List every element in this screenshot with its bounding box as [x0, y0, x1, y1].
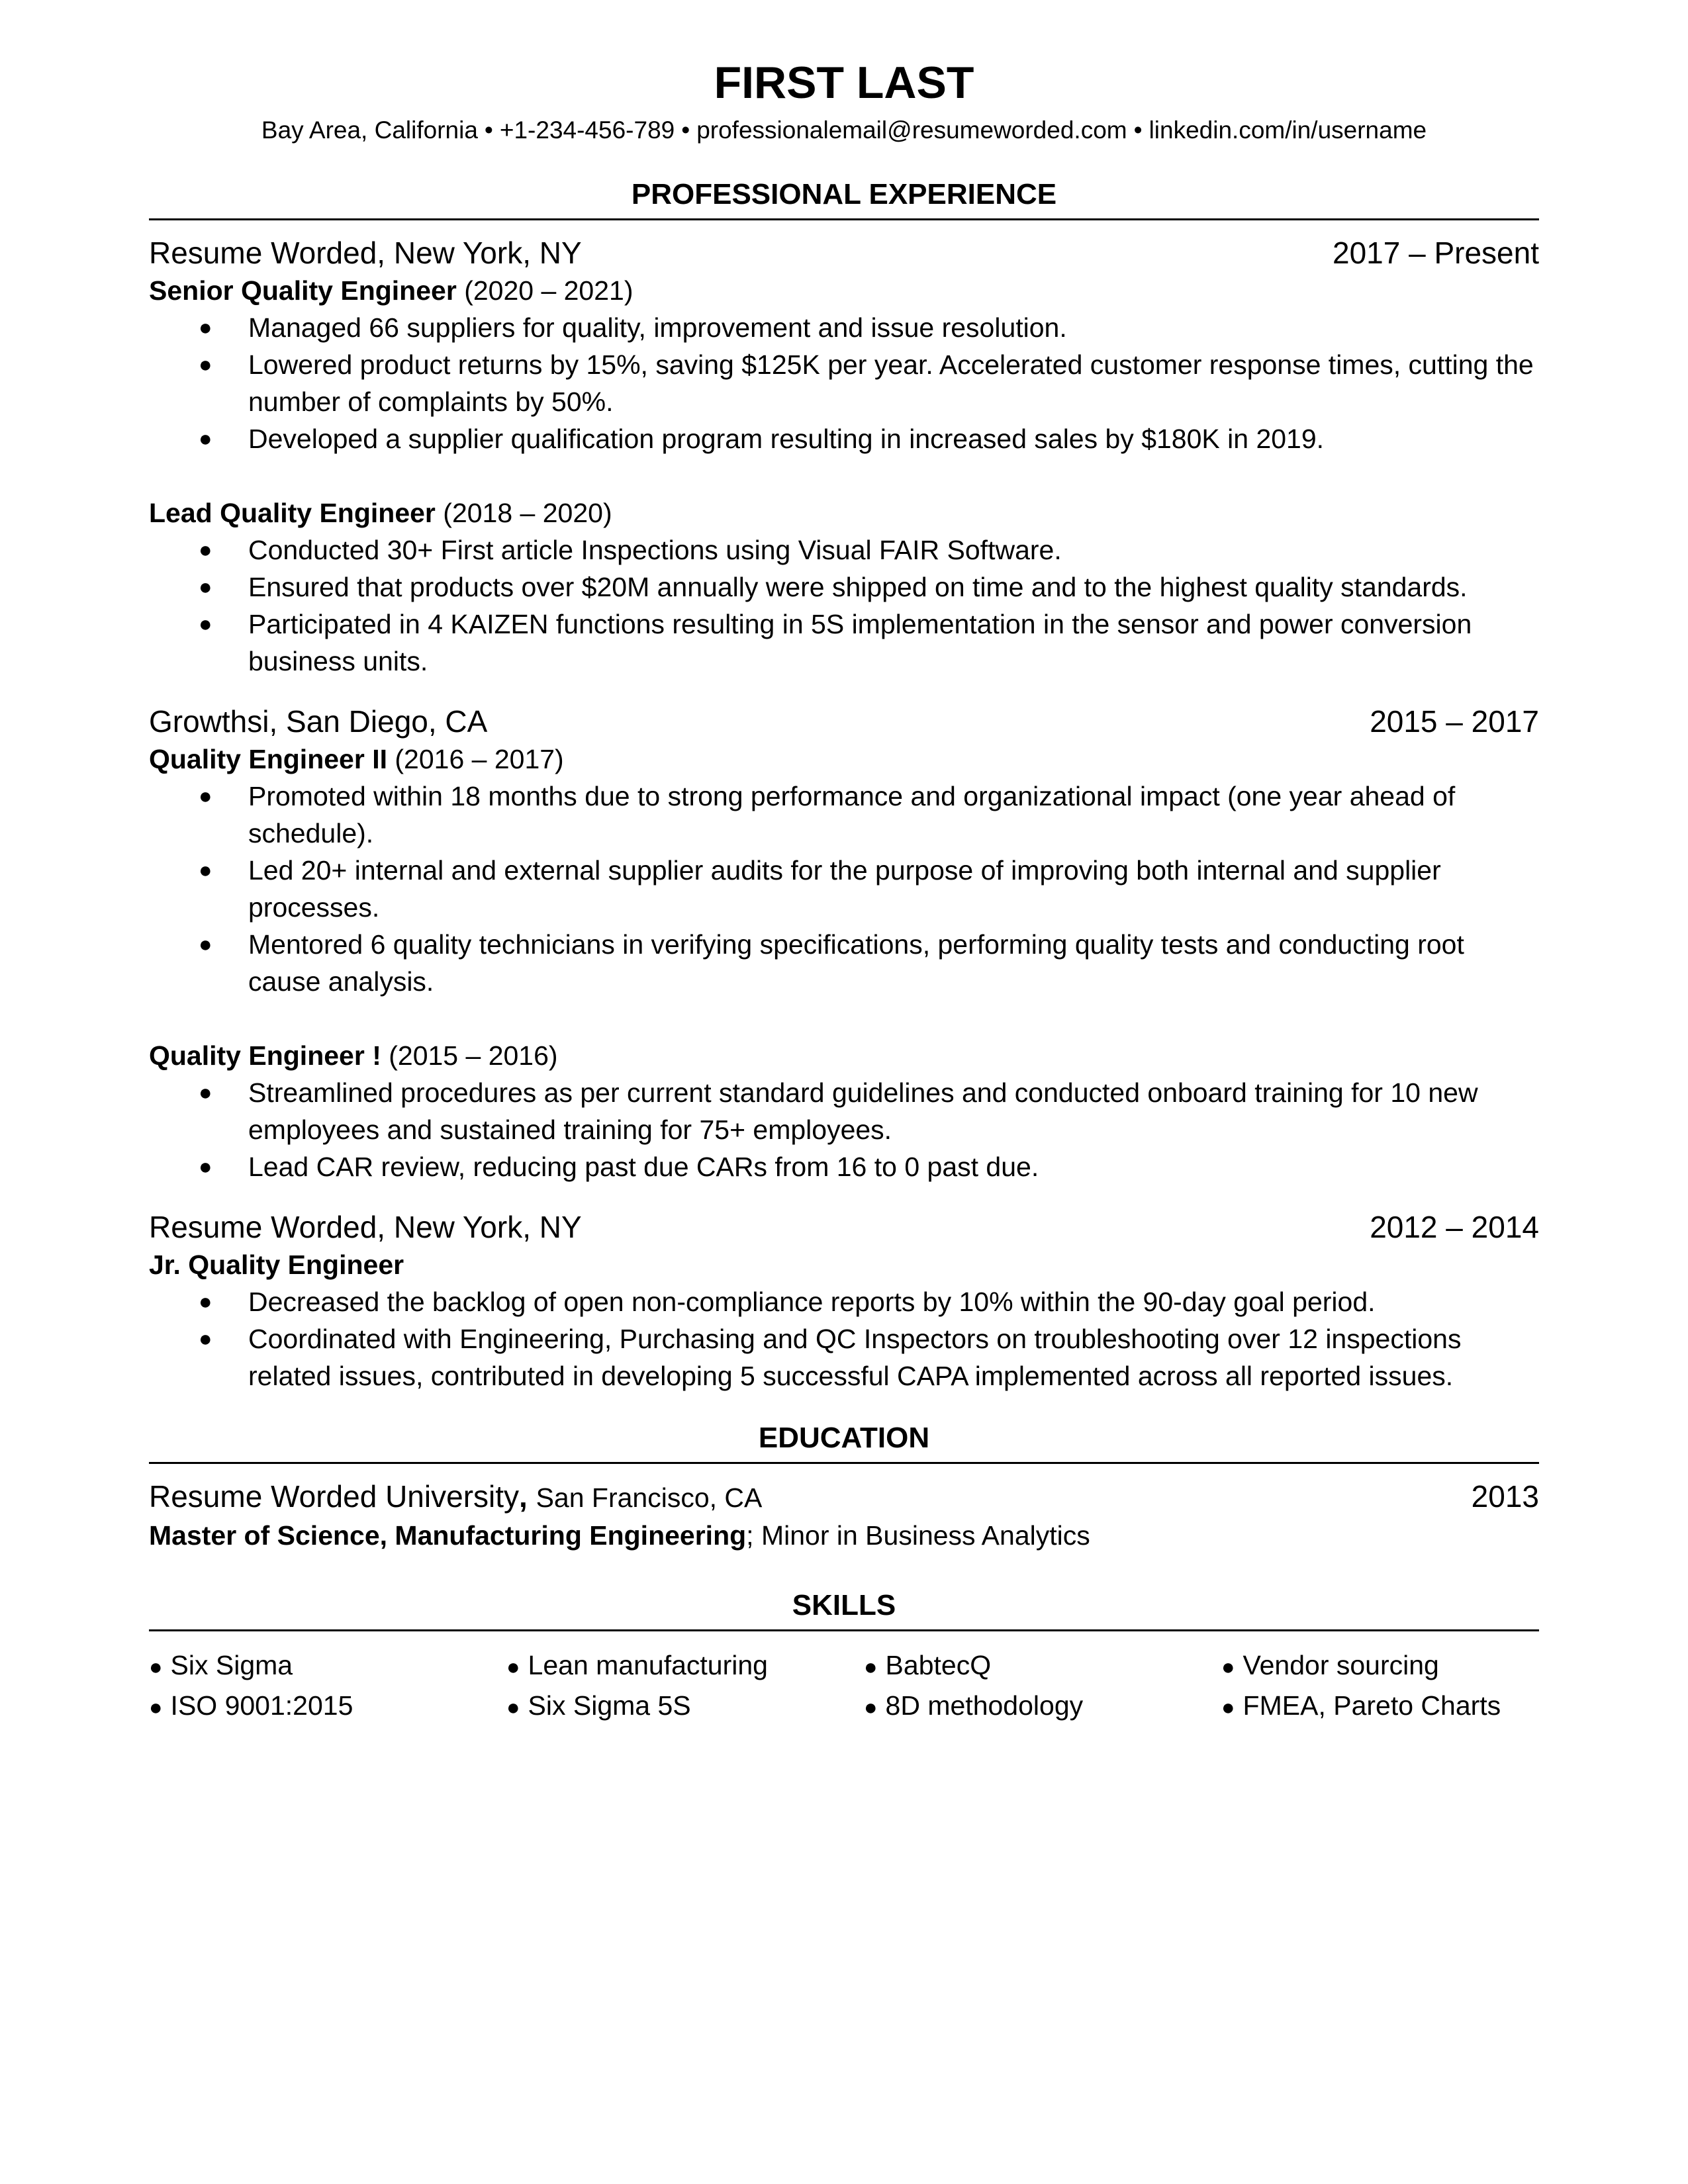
- company-header: [149, 1208, 1539, 1246]
- bullet-list: [149, 309, 1539, 457]
- bullet-text: Coordinated with Engineering, Purchasing and QC Inspectors on troubleshooting over 12 inspections related issues, contributed in developing 5 successful CAPA implemented across all reported issues.: [248, 1324, 1462, 1391]
- bullet-item: [149, 926, 1539, 1000]
- role-dates: (2020 – 2021): [464, 275, 633, 306]
- bullet-icon: ●: [199, 612, 212, 637]
- role-title: Senior Quality Engineer: [149, 275, 457, 306]
- company-name: Resume Worded, New York, NY: [149, 236, 582, 270]
- bullet-item: [149, 1148, 1539, 1185]
- role-title-line: [149, 741, 1539, 778]
- skill-text: BabtecQ: [885, 1650, 992, 1680]
- contact-linkedin[interactable]: linkedin.com/in/username: [1149, 116, 1427, 144]
- skill-text: Vendor sourcing: [1243, 1650, 1439, 1680]
- bullet-icon: ●: [506, 1695, 520, 1720]
- bullet-item: [149, 778, 1539, 852]
- bullet-icon: ●: [199, 932, 212, 957]
- bullet-icon: ●: [199, 784, 212, 809]
- bullet-item: [149, 531, 1539, 569]
- section-title-experience: PROFESSIONAL EXPERIENCE: [149, 176, 1539, 220]
- candidate-name: FIRST LAST: [714, 58, 974, 108]
- bullet-icon: ●: [149, 1655, 163, 1680]
- role-dates: (2015 – 2016): [389, 1040, 558, 1071]
- contact-separator: •: [1133, 116, 1143, 144]
- bullet-text: Lead CAR review, reducing past due CARs from 16 to 0 past due.: [248, 1152, 1039, 1182]
- contact-line: [149, 114, 1539, 147]
- bullet-icon: ●: [1221, 1695, 1235, 1720]
- section-title-skills: SKILLS: [149, 1587, 1539, 1631]
- bullet-icon: ●: [199, 537, 212, 563]
- contact-phone: +1-234-456-789: [499, 116, 675, 144]
- bullet-icon: ●: [149, 1695, 163, 1720]
- role-dates: (2018 – 2020): [443, 498, 612, 528]
- bullet-list: [149, 778, 1539, 1000]
- skill-item: [506, 1686, 864, 1727]
- role-title-line: [149, 1037, 1539, 1074]
- bullet-icon: ●: [864, 1695, 878, 1720]
- bullet-icon: ●: [199, 1289, 212, 1314]
- skill-text: Lean manufacturing: [528, 1650, 768, 1680]
- bullet-text: Decreased the backlog of open non-compliance reports by 10% within the 90-day goal period.: [248, 1287, 1376, 1317]
- bullet-icon: ●: [199, 352, 212, 377]
- section-title-education: EDUCATION: [149, 1420, 1539, 1464]
- skill-text: FMEA, Pareto Charts: [1243, 1690, 1501, 1721]
- role-title-line: [149, 272, 1539, 309]
- skill-text: ISO 9001:2015: [170, 1690, 353, 1721]
- role-title: Quality Engineer II: [149, 744, 387, 774]
- bullet-item: [149, 606, 1539, 680]
- skill-item: [149, 1646, 506, 1686]
- company-header: [149, 702, 1539, 741]
- role-title: Lead Quality Engineer: [149, 498, 436, 528]
- bullet-icon: ●: [199, 858, 212, 883]
- company-dates: 2012 – 2014: [1370, 1210, 1539, 1244]
- bullet-text: Promoted within 18 months due to strong performance and organizational impact (one year ahead of schedule).: [248, 781, 1456, 848]
- bullet-item: [149, 420, 1539, 457]
- bullet-text: Participated in 4 KAIZEN functions resulting in 5S implementation in the sensor and power conversion business units.: [248, 609, 1472, 676]
- bullet-icon: ●: [199, 1326, 212, 1351]
- bullet-icon: ●: [864, 1655, 878, 1680]
- school-name: Resume Worded University: [149, 1479, 520, 1514]
- school-location: San Francisco, CA: [536, 1482, 763, 1513]
- bullet-list: [149, 1283, 1539, 1394]
- bullet-text: Led 20+ internal and external supplier audits for the purpose of improving both internal and supplier processes.: [248, 855, 1441, 923]
- bullet-icon: ●: [199, 426, 212, 451]
- contact-separator: •: [484, 116, 493, 144]
- bullet-text: Mentored 6 quality technicians in verifying specifications, performing quality tests and conducting root cause analysis.: [248, 929, 1464, 997]
- skill-item: [1221, 1646, 1539, 1686]
- bullet-item: [149, 1074, 1539, 1148]
- bullet-text: Streamlined procedures as per current standard guidelines and conducted onboard training for 10 new employees and sustained training for 75+ employees.: [248, 1077, 1478, 1145]
- contact-location: Bay Area, California: [261, 116, 478, 144]
- bullet-text: Ensured that products over $20M annually were shipped on time and to the highest quality standards.: [248, 572, 1468, 602]
- role-title: Jr. Quality Engineer: [149, 1250, 404, 1280]
- skill-item: [1221, 1686, 1539, 1727]
- bullet-item: [149, 852, 1539, 926]
- role-title-line: [149, 494, 1539, 531]
- bullet-icon: ●: [199, 574, 212, 600]
- bullet-item: [149, 1283, 1539, 1320]
- role-title: Quality Engineer !: [149, 1040, 381, 1071]
- bullet-item: [149, 309, 1539, 346]
- bullet-text: Conducted 30+ First article Inspections using Visual FAIR Software.: [248, 535, 1062, 565]
- bullet-icon: ●: [199, 1080, 212, 1105]
- company-header: [149, 234, 1539, 272]
- bullet-text: Managed 66 suppliers for quality, improvement and issue resolution.: [248, 312, 1067, 343]
- bullet-icon: ●: [506, 1655, 520, 1680]
- contact-email[interactable]: professionalemail@resumeworded.com: [696, 116, 1127, 144]
- skill-item: [506, 1646, 864, 1686]
- skill-text: 8D methodology: [885, 1690, 1084, 1721]
- company-dates: 2017 – Present: [1332, 236, 1539, 270]
- contact-separator: •: [681, 116, 690, 144]
- resume-content: [149, 53, 1539, 1727]
- degree-minor: Minor in Business Analytics: [761, 1520, 1090, 1551]
- bullet-item: [149, 346, 1539, 420]
- bullet-list: [149, 531, 1539, 680]
- skills-grid: [149, 1646, 1539, 1727]
- bullet-icon: ●: [1221, 1655, 1235, 1680]
- skill-text: Six Sigma: [170, 1650, 293, 1680]
- education-header: [149, 1477, 1539, 1517]
- school-comma: ,: [519, 1479, 528, 1514]
- bullet-text: Developed a supplier qualification program resulting in increased sales by $180K in 2019.: [248, 424, 1325, 454]
- company-name: Growthsi, San Diego, CA: [149, 704, 488, 739]
- degree-line: Master of Science, Manufacturing Engineering; Minor in Business Analytics: [149, 1520, 1090, 1551]
- role-dates: (2016 – 2017): [395, 744, 564, 774]
- role-title-line: [149, 1246, 1539, 1283]
- skill-item: [864, 1686, 1221, 1727]
- bullet-item: [149, 1320, 1539, 1394]
- bullet-item: [149, 569, 1539, 606]
- education-year: 2013: [1471, 1479, 1539, 1514]
- skill-item: [864, 1646, 1221, 1686]
- bullet-icon: ●: [199, 1154, 212, 1179]
- bullet-text: Lowered product returns by 15%, saving $125K per year. Accelerated customer response times, cutting the number of complaints by 50%.: [248, 349, 1534, 417]
- bullet-list: [149, 1074, 1539, 1185]
- degree-name: Master of Science, Manufacturing Engineering: [149, 1520, 747, 1551]
- company-name: Resume Worded, New York, NY: [149, 1210, 582, 1244]
- skill-text: Six Sigma 5S: [528, 1690, 691, 1721]
- skill-item: [149, 1686, 506, 1727]
- company-dates: 2015 – 2017: [1370, 704, 1539, 739]
- bullet-icon: ●: [199, 315, 212, 340]
- school-line: [149, 1477, 762, 1517]
